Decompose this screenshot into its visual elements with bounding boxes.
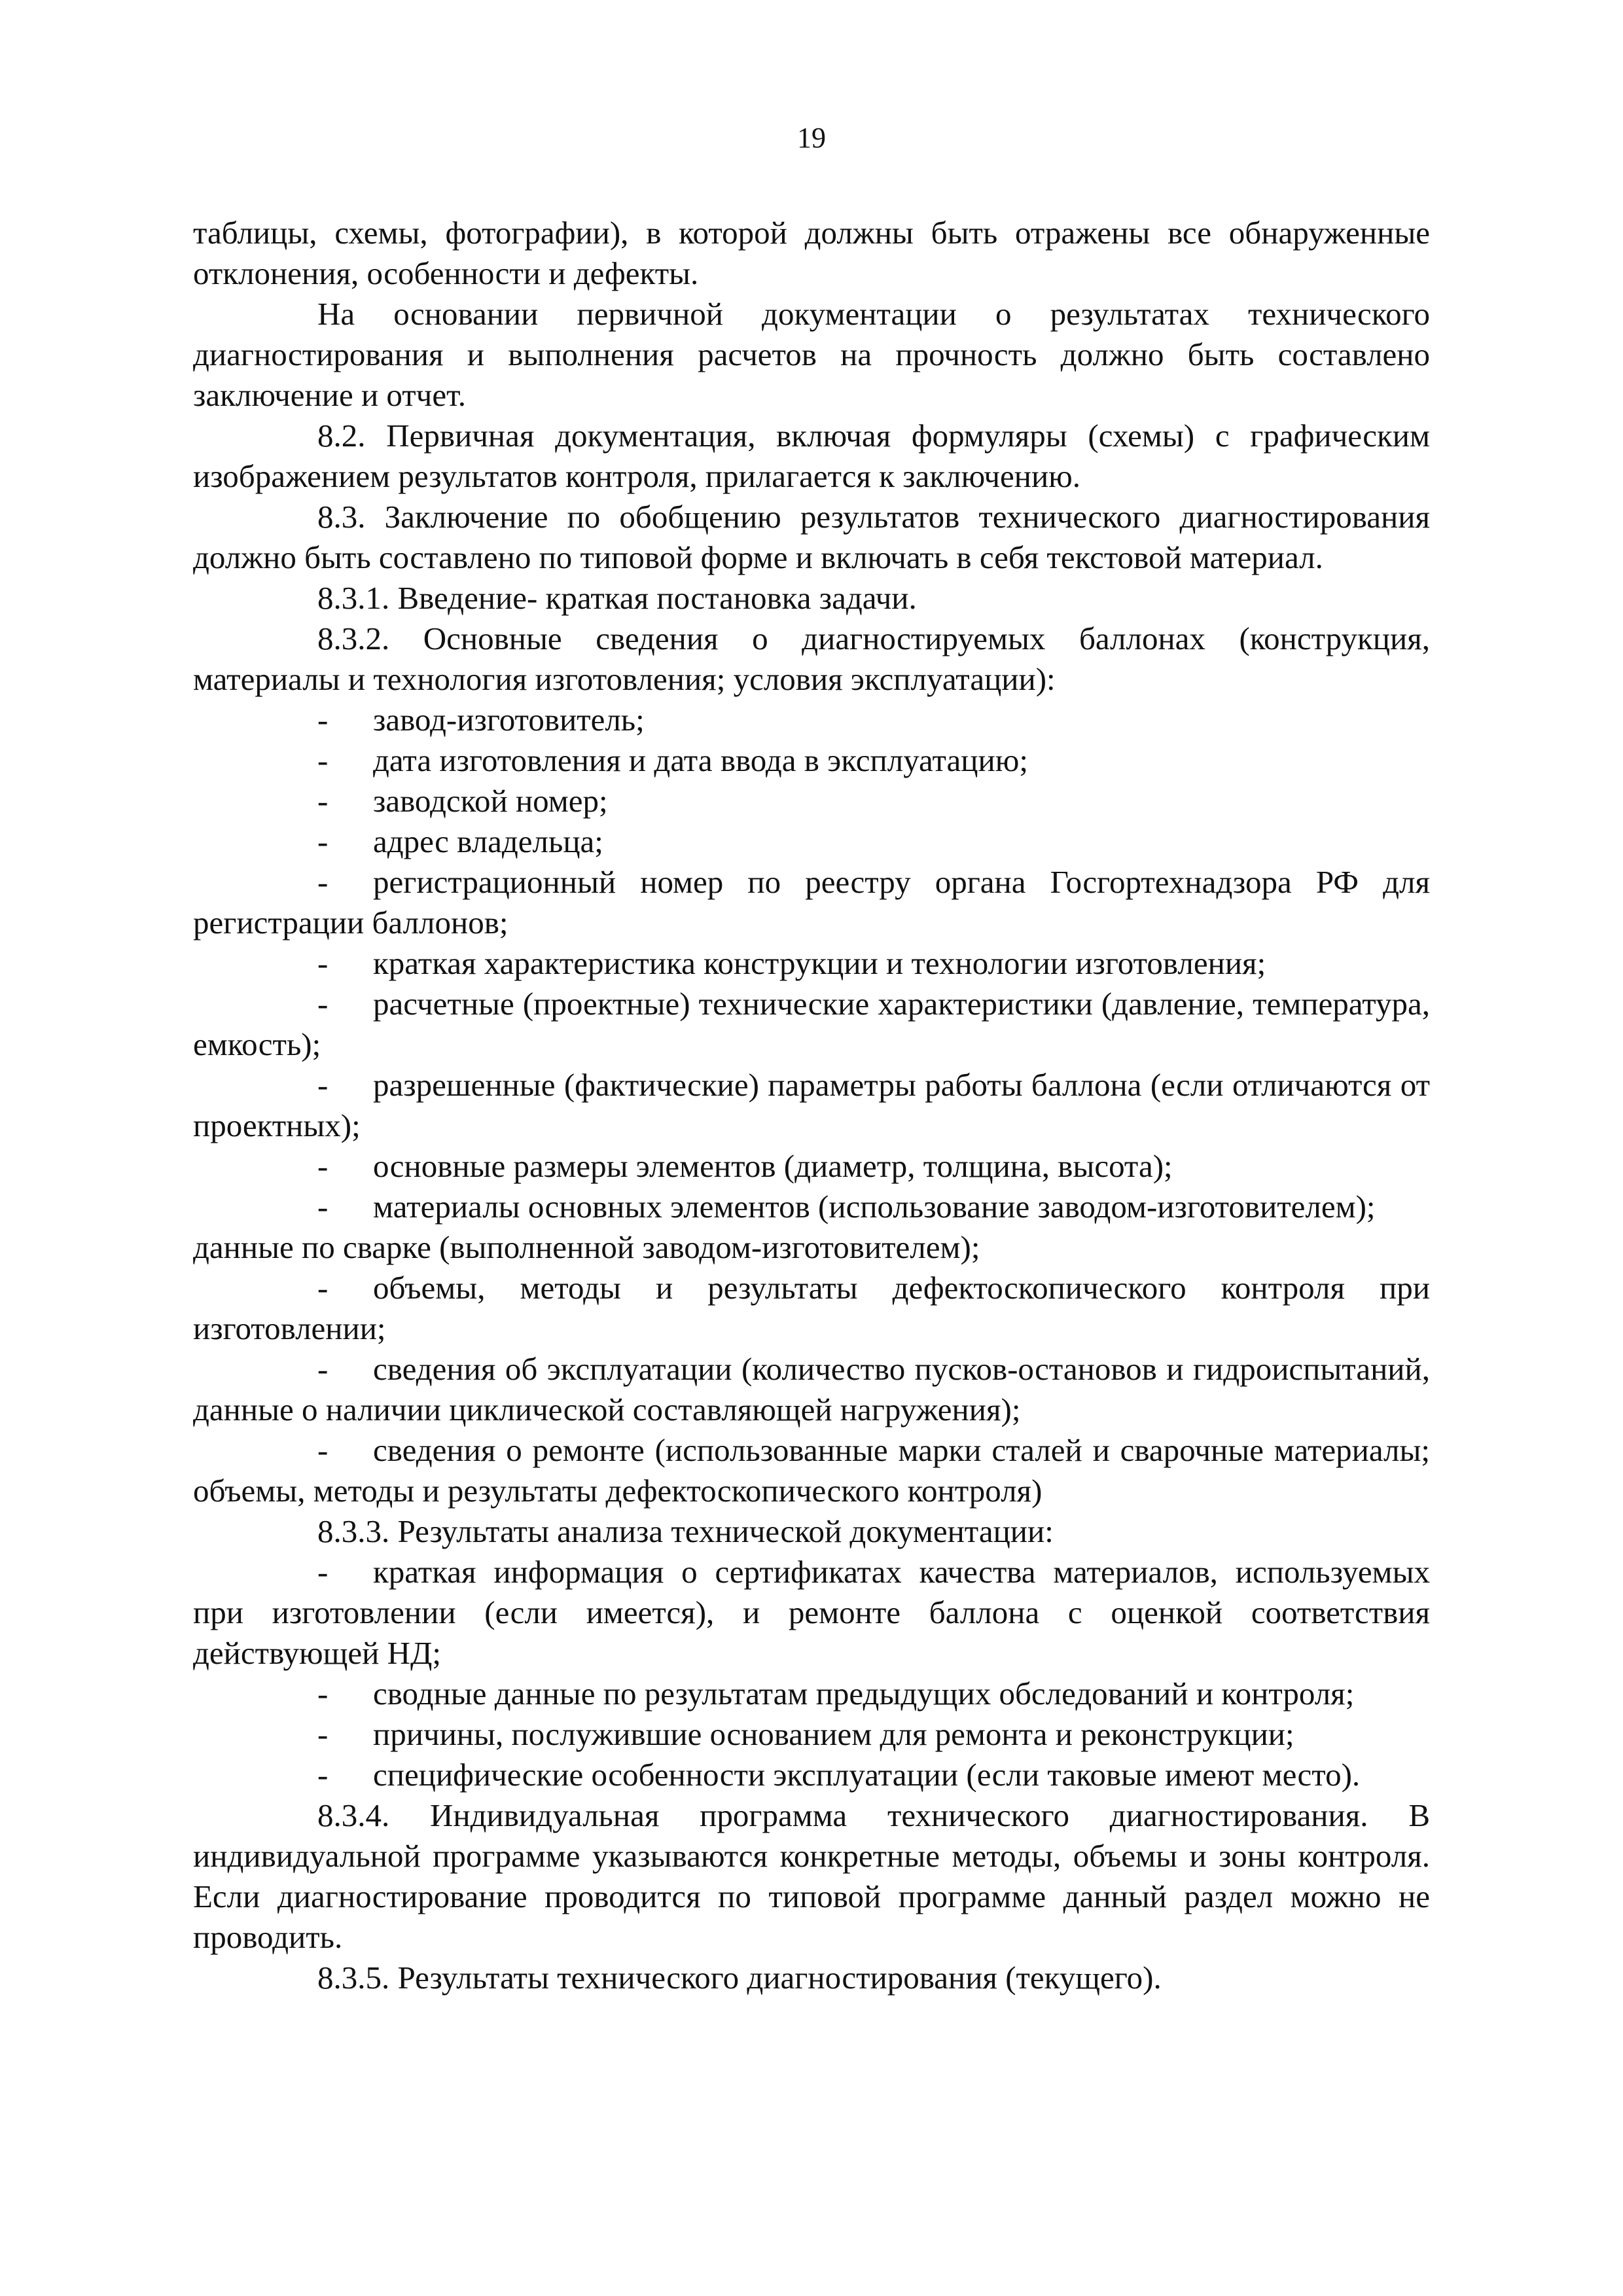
dash-bullet: - <box>317 1757 329 1793</box>
dash-bullet: - <box>317 1189 329 1225</box>
list-item-text: сводные данные по результатам предыдущих обследований и контроля; <box>373 1676 1355 1712</box>
paragraph-continuation: таблицы, схемы, фотографии), в которой должны быть отражены все обнаруженные отклонения, особенности и дефекты. <box>193 215 1430 291</box>
list-item <box>193 1065 1430 1146</box>
page-number: 19 <box>797 122 826 154</box>
dash-bullet: - <box>317 823 329 859</box>
list-item <box>193 1349 1430 1430</box>
list-item <box>193 1187 1430 1227</box>
list-item <box>193 1552 1430 1674</box>
paragraph-8-3-1: 8.3.1. Введение- краткая постановка задачи. <box>317 580 917 616</box>
dash-bullet: - <box>317 783 329 819</box>
list-item <box>193 1430 1430 1511</box>
list-item-text: материалы основных элементов (использование заводом-изготовителем); <box>373 1189 1376 1225</box>
dash-bullet: - <box>317 1351 329 1387</box>
paragraph-welding-data: данные по сварке (выполненной заводом-изготовителем); <box>193 1229 980 1265</box>
dash-bullet: - <box>317 702 329 738</box>
dash-bullet: - <box>317 1676 329 1712</box>
list-item-text: разрешенные (фактические) параметры работы баллона (если отличаются от проектных); <box>193 1067 1430 1143</box>
document-body <box>193 213 1430 1998</box>
dash-bullet: - <box>317 1270 329 1306</box>
list-item-text: сведения об эксплуатации (количество пусков-остановов и гидроиспытаний, данные о наличии циклической составляющей нагружения); <box>193 1351 1430 1427</box>
dash-bullet: - <box>317 1067 329 1103</box>
paragraph-8-3-4: 8.3.4. Индивидуальная программа технического диагностирования. В индивидуальной программе указываются конкретные методы, объемы и зоны контроля. Если диагностирование проводится по типовой программе данный раздел можно не проводить. <box>193 1797 1430 1955</box>
list-item-text: регистрационный номер по реестру органа Госгортехнадзора РФ для регистрации баллонов; <box>193 864 1430 941</box>
dash-bullet: - <box>317 864 329 900</box>
list-item-text: завод-изготовитель; <box>373 702 645 738</box>
list-item <box>193 821 1430 862</box>
paragraph-8-3-3: 8.3.3. Результаты анализа технической документации: <box>317 1513 1054 1549</box>
list-item <box>193 700 1430 740</box>
list-item <box>193 1755 1430 1795</box>
paragraph-conclusion-basis: На основании первичной документации о результатах технического диагностирования и выполнения расчетов на прочность должно быть составлено заключение и отчет. <box>193 296 1430 413</box>
list-item-text: расчетные (проектные) технические характеристики (давление, температура, емкость); <box>193 986 1430 1062</box>
list-item-text: основные размеры элементов (диаметр, толщина, высота); <box>373 1148 1173 1184</box>
list-item-text: сведения о ремонте (использованные марки сталей и сварочные материалы; объемы, методы и результаты дефектоскопического контроля) <box>193 1432 1430 1509</box>
dash-bullet: - <box>317 945 329 981</box>
list-item <box>193 781 1430 821</box>
list-item-text: краткая характеристика конструкции и технологии изготовления; <box>373 945 1266 981</box>
dash-bullet: - <box>317 1432 329 1468</box>
list-item <box>193 984 1430 1065</box>
dash-bullet: - <box>317 742 329 778</box>
list-item-text: причины, послужившие основанием для ремонта и реконструкции; <box>373 1716 1294 1752</box>
list-item <box>193 1714 1430 1755</box>
list-item-text: объемы, методы и результаты дефектоскопического контроля при изготовлении; <box>193 1270 1430 1346</box>
list-item <box>193 1146 1430 1187</box>
list-item <box>193 943 1430 984</box>
paragraph-8-3-5: 8.3.5. Результаты технического диагностирования (текущего). <box>317 1960 1162 1996</box>
dash-bullet: - <box>317 1716 329 1752</box>
list-item <box>193 1268 1430 1349</box>
list-item <box>193 862 1430 943</box>
list-item-text: краткая информация о сертификатах качества материалов, используемых при изготовлении (если имеется), и ремонте баллона с оценкой соответствия действующей НД; <box>193 1554 1430 1671</box>
paragraph-8-3-2: 8.3.2. Основные сведения о диагностируемых баллонах (конструкция, материалы и технология изготовления; условия эксплуатации): <box>193 620 1430 697</box>
dash-bullet: - <box>317 986 329 1022</box>
paragraph-8-3: 8.3. Заключение по обобщению результатов технического диагностирования должно быть составлено по типовой форме и включать в себя текстовой материал. <box>193 499 1430 575</box>
list-item-text: адрес владельца; <box>373 823 603 859</box>
dash-bullet: - <box>317 1554 329 1590</box>
paragraph-8-2: 8.2. Первичная документация, включая формуляры (схемы) с графическим изображением результатов контроля, прилагается к заключению. <box>193 418 1430 494</box>
list-item-text: заводской номер; <box>373 783 608 819</box>
list-item <box>193 740 1430 781</box>
list-item-text: специфические особенности эксплуатации (если таковые имеют место). <box>373 1757 1361 1793</box>
dash-bullet: - <box>317 1148 329 1184</box>
list-item-text: дата изготовления и дата ввода в эксплуатацию; <box>373 742 1028 778</box>
list-item <box>193 1674 1430 1714</box>
